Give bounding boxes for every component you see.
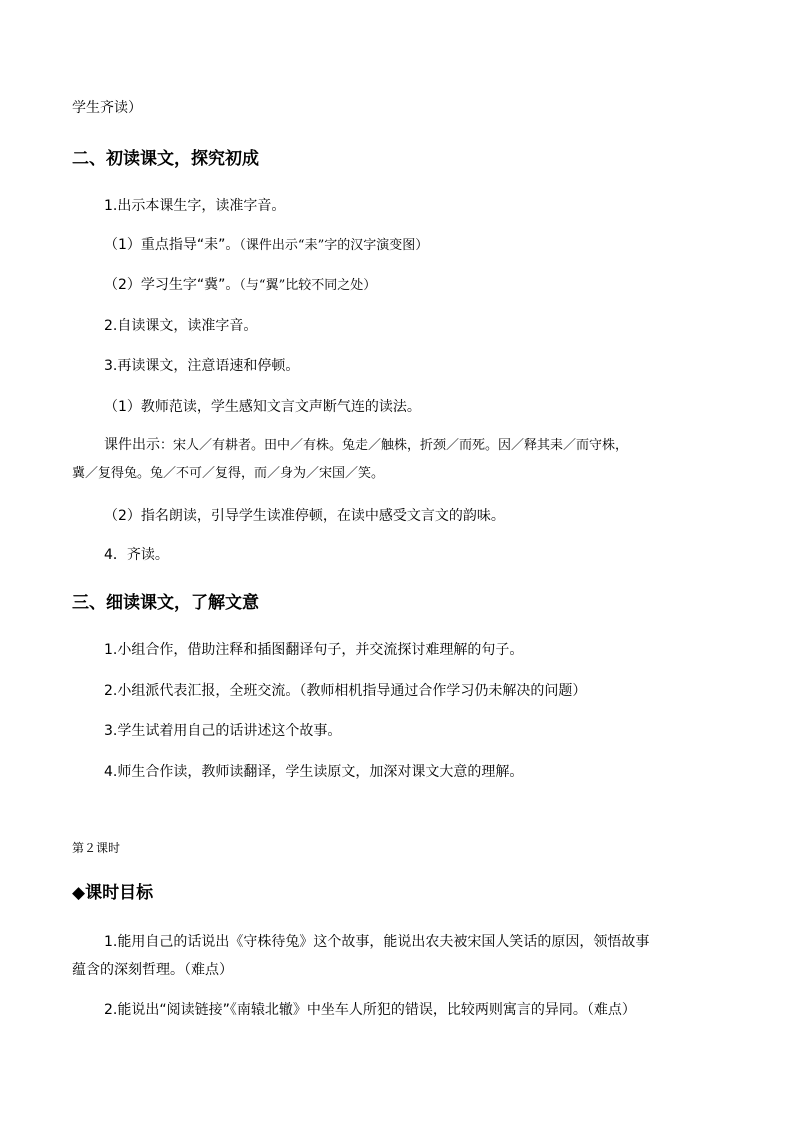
section3-item4: 4.师生合作读，教师读翻译，学生读原文，加深对课文大意的理解。 [104, 764, 524, 780]
goal1-line2: 蕴含的深刻哲理。（难点） [72, 962, 233, 978]
section2-heading: 二、初读课文，探究初成 [72, 149, 259, 169]
courseware-label: 课件出示 [104, 437, 160, 453]
lesson2-label: 第２课时 [72, 841, 121, 855]
section3-item3: 3.学生试着用自己的话讲述这个故事。 [104, 723, 342, 739]
section2-item2: 2.自读课文，读准字音。 [104, 318, 258, 334]
courseware-line2: 冀／复得兔。兔／不可／复得，而／身为／宋国／笑。 [72, 466, 385, 481]
courseware-line1 [104, 435, 628, 456]
section2-item3: 3.再读课文，注意语速和停顿。 [104, 358, 300, 374]
sub2-text: （2）学习生字“冀”。 [104, 277, 240, 293]
section3-item2: 2.小组派代表汇报，全班交流。（教师相机指导通过合作学习仍未解决的问题） [104, 683, 587, 699]
section3-heading: 三、细读课文，了解文意 [72, 593, 259, 613]
section2-item1-sub1 [104, 235, 428, 256]
section3-item1: 1.小组合作，借助注释和插图翻译句子，并交流探讨难理解的句子。 [104, 642, 524, 658]
sub1-text: （1）重点指导“耒”。 [104, 237, 240, 253]
section2-item4: 4．齐读。 [104, 547, 169, 563]
goals-heading: ◆课时目标 [72, 883, 154, 903]
section2-item3-sub1: （1）教师范读，学生感知文言文声断气连的读法。 [104, 399, 421, 415]
sub2-note: （与“翼”比较不同之处） [239, 278, 377, 293]
goal2: 2.能说出“阅读链接”《南辕北辙》中坐车人所犯的错误，比较两则寓言的异同。（难点） [104, 1002, 636, 1018]
section2-item3-sub2: （2）指名朗读，引导学生读准停顿，在读中感受文言文的韵味。 [104, 508, 505, 524]
goal1-line1: 1.能用自己的话说出《守株待兔》这个故事，能说出农夫被宋国人笑话的原因，领悟故事 [104, 934, 650, 950]
section2-item1: 1.出示本课生字，读准字音。 [104, 198, 286, 214]
sub1-note: （课件出示“耒”字的汉字演变图） [239, 238, 429, 253]
courseware-text1: ：宋人／有耕者。田中／有株。兔走／触株，折颈／而死。因／释其耒／而守株， [160, 438, 629, 453]
section2-item1-sub2 [104, 275, 376, 296]
intro-line: 学生齐读） [72, 100, 142, 116]
